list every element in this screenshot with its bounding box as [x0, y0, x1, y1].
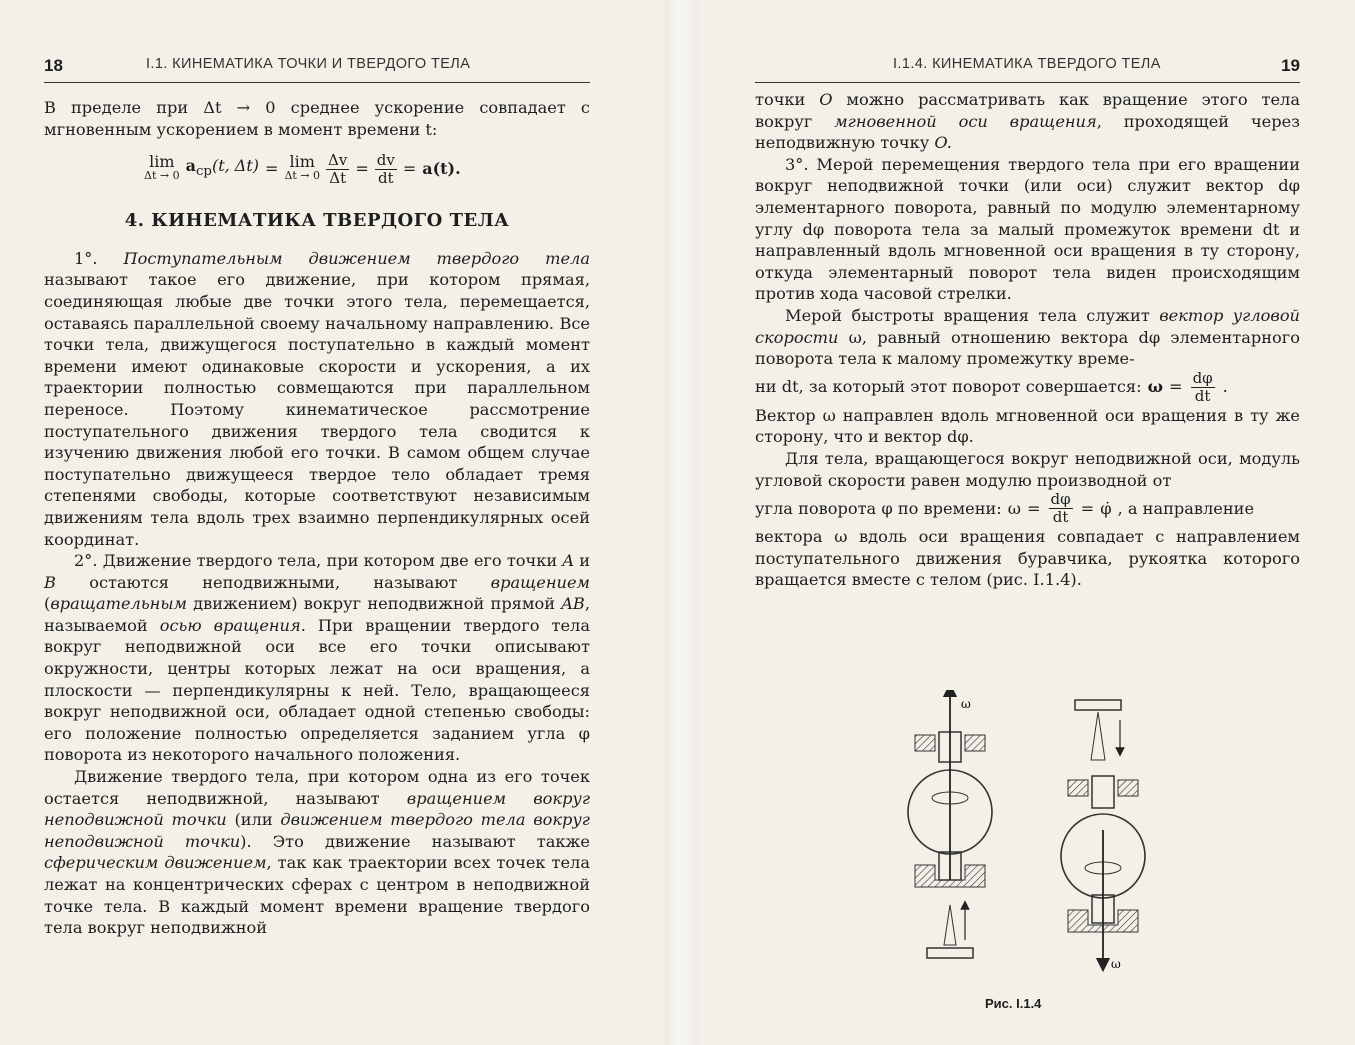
rp1-part-a: точки: [755, 90, 806, 109]
limit-formula: [144, 146, 590, 192]
p1-text: называют такое его движение, при котором прямая, соединяющая любые две точки этого тела, перемещается, оставаясь параллельной своему начальному направлению. Все точки тела, движущегося поступательно в каждый момент времени имеют одинаковые скорости и ускорения, а их траектории полностью совмещаются при параллельном переносе. Поэтому кинематическое рассмотрение поступательного движения твердого тела сводится к изучению движения любой его точки. В самом общем случае поступательно движущееся твердое тело обладает тремя степенями свободы, которые соответствуют независимым движениям тела вдоль трех взаимно перпендикулярных осей координат.: [44, 270, 590, 549]
rp5-omega: ω: [1007, 498, 1021, 518]
fraction-dv-dt: [375, 152, 397, 187]
p3-part-d: , так как траектории всех точек тела лежат на концентрических сферах с центром в неподвижной точке тела. В каждый момент времени вращение твердого тела вокруг неподвижной: [44, 853, 590, 938]
r-paragraph-3: [755, 305, 1300, 370]
p2-point-a: A: [562, 551, 575, 571]
equals-2: =: [355, 159, 369, 179]
r-paragraph-1: [755, 89, 1300, 154]
paragraph-2: [44, 550, 590, 766]
right-page: [700, 0, 1355, 1045]
paragraph-3: [44, 766, 590, 939]
p2-part-e: , называемой: [44, 594, 590, 635]
right-text-block: [755, 89, 1300, 591]
p2-part-b: остаются неподвижными, называют: [89, 572, 458, 592]
left-text-block: [44, 97, 590, 939]
p2-term-rotational: вращательным: [50, 594, 187, 614]
left-page: [0, 0, 660, 1045]
lim-word-2: lim: [289, 152, 315, 172]
p2-line-ab: AB: [561, 594, 585, 614]
limit-2: [284, 152, 321, 183]
p2-part-c: (: [44, 594, 51, 614]
p3-part-a: Движение твердого тела, при котором одна из его точек остается неподвижной, называют: [44, 767, 590, 808]
right-running-head: I.1.4. КИНЕМАТИКА ТВЕРДОГО ТЕЛА: [893, 56, 1161, 72]
r-paragraph-5: Для тела, вращающегося вокруг неподвижной оси, модуль угловой скорости равен модулю производной от: [755, 448, 1300, 490]
rp3-num: dφ: [1192, 368, 1213, 387]
right-page-number: 19: [1281, 56, 1300, 75]
equals-1: =: [265, 159, 279, 179]
left-intro-paragraph: В пределе при Δt → 0 среднее ускорение совпадает с мгновенным ускорением в момент времени t:: [44, 98, 590, 139]
avg-accel-args: (t, Δt): [211, 156, 260, 176]
avg-accel-symbol: a: [185, 156, 196, 176]
p2-and: и: [579, 551, 590, 571]
right-header: [755, 50, 1300, 83]
p3-part-c: ). Это движение называют также: [240, 831, 590, 851]
p1-number: 1°.: [74, 248, 98, 268]
rp5-phidot: φ̇: [1100, 498, 1112, 518]
rp5-line-end: , а направление: [1117, 498, 1255, 518]
avg-accel-sub: ср: [195, 164, 212, 180]
p2-part-d: движением) вокруг неподвижной прямой: [193, 594, 556, 614]
p3-part-b: (или: [234, 810, 273, 830]
rp1-part-c: , проходящей через неподвижную точку: [755, 111, 1301, 153]
limit-1: [144, 152, 180, 183]
rp5-eq1: =: [1026, 498, 1041, 518]
book-gutter: [665, 0, 699, 1045]
right-assembly: [1061, 700, 1145, 971]
omega-definition-line: [755, 370, 1300, 405]
formula-result: a(t).: [422, 159, 461, 179]
left-running-head: I.1. КИНЕМАТИКА ТОЧКИ И ТВЕРДОГО ТЕЛА: [146, 56, 471, 72]
p2-term-axis: осью вращения: [159, 615, 301, 635]
lim-sub-2: Δt → 0: [284, 169, 321, 183]
left-assembly: [908, 690, 992, 958]
lim-sub-1: Δt → 0: [144, 169, 180, 183]
rp5-num: dφ: [1050, 490, 1071, 509]
paragraph-1: [44, 248, 590, 550]
frac2-num: dv: [376, 150, 395, 169]
rp3-line: ни dt, за который этот поворот совершается:: [755, 377, 1142, 397]
p2-part-f: . При вращении твердого тела вокруг неподвижной оси все его точки описывают окружности, центры которых лежат на оси вращения, а плоскости — перпендикулярны к ней. Тело, вращающееся вокруг неподвижной оси, обладает одной степенью свободы: его положение полностью определяется заданием угла φ поворота из некоторого начального положения.: [44, 615, 590, 765]
rp1-term: мгновенной оси вращения: [834, 111, 1097, 131]
r-paragraph-2: 3°. Мерой перемещения твердого тела при его вращении вокруг неподвижной точки (или оси) служит вектор dφ элементарного поворота, равный по модулю элементарному углу dφ поворота тела за малый промежуток времени dt и направленный вдоль мгновенной оси вращения в ту сторону, откуда элементарный поворот тела виден происходящим против хода часовой стрелки.: [755, 154, 1300, 304]
p3-term-1: вращением вокруг неподвижной точки: [44, 788, 590, 830]
rp3-den: dt: [1194, 386, 1211, 405]
equals-3: =: [402, 159, 417, 179]
p1-term: Поступательным движением твердого тела: [123, 248, 590, 268]
p2-point-b: B: [44, 572, 56, 592]
r-paragraph-6: вектора ω вдоль оси вращения совпадает с направлением поступательного движения буравчика, рукоятка которого вращается вместе с телом (рис. I.1.4).: [755, 527, 1300, 590]
omega-derivative-line: [755, 491, 1300, 526]
rotation-figure: [905, 690, 1185, 980]
rp3-term: вектор угловой скорости: [755, 305, 1300, 347]
omega-label-left: ω: [961, 697, 971, 711]
rp5-fraction: [1049, 491, 1073, 526]
p2-term-rotation: вращением: [490, 572, 590, 592]
rp3-omega: ω: [1147, 377, 1163, 397]
fraction-dv-dt-delta: [326, 152, 349, 187]
p3-term-2: движением твердого тела вокруг неподвижной точки: [44, 810, 590, 851]
rp3-part-b: ω, равный отношению вектора dφ элементарного поворота тела к малому промежутку време-: [755, 327, 1300, 369]
r-paragraph-4: Вектор ω направлен вдоль мгновенной оси вращения в ту же сторону, что и вектор dφ.: [755, 405, 1300, 447]
rp1-part-b: можно рассматривать как вращение этого тела вокруг: [755, 90, 1300, 131]
frac1-num: Δv: [328, 150, 348, 169]
rp1-point-o: O: [819, 90, 833, 109]
rp3-eq: =: [1168, 377, 1183, 397]
section-heading: 4. КИНЕМАТИКА ТВЕРДОГО ТЕЛА: [124, 210, 510, 232]
p2-part-a: 2°. Движение твердого тела, при котором две его точки: [74, 551, 558, 571]
frac2-den: dt: [377, 168, 394, 187]
rp5-eq2: =: [1080, 498, 1095, 518]
rp1-point-o2: O.: [934, 133, 952, 153]
left-header: [44, 50, 590, 83]
rp5-den: dt: [1052, 508, 1069, 527]
rp3-part-a: Мерой быстроты вращения тела служит: [785, 305, 1150, 325]
left-page-number: 18: [44, 56, 63, 75]
avg-accel: [186, 155, 259, 183]
lim-word-1: lim: [149, 152, 175, 172]
rp3-end: .: [1222, 377, 1228, 397]
frac1-den: Δt: [329, 168, 347, 187]
rp5-line: угла поворота φ по времени:: [755, 498, 1002, 518]
p3-term-3: сферическим движением: [44, 853, 267, 873]
rp3-fraction: [1191, 370, 1215, 405]
omega-label-right: ω: [1111, 957, 1121, 971]
figure-caption: Рис. I.1.4: [985, 996, 1042, 1011]
